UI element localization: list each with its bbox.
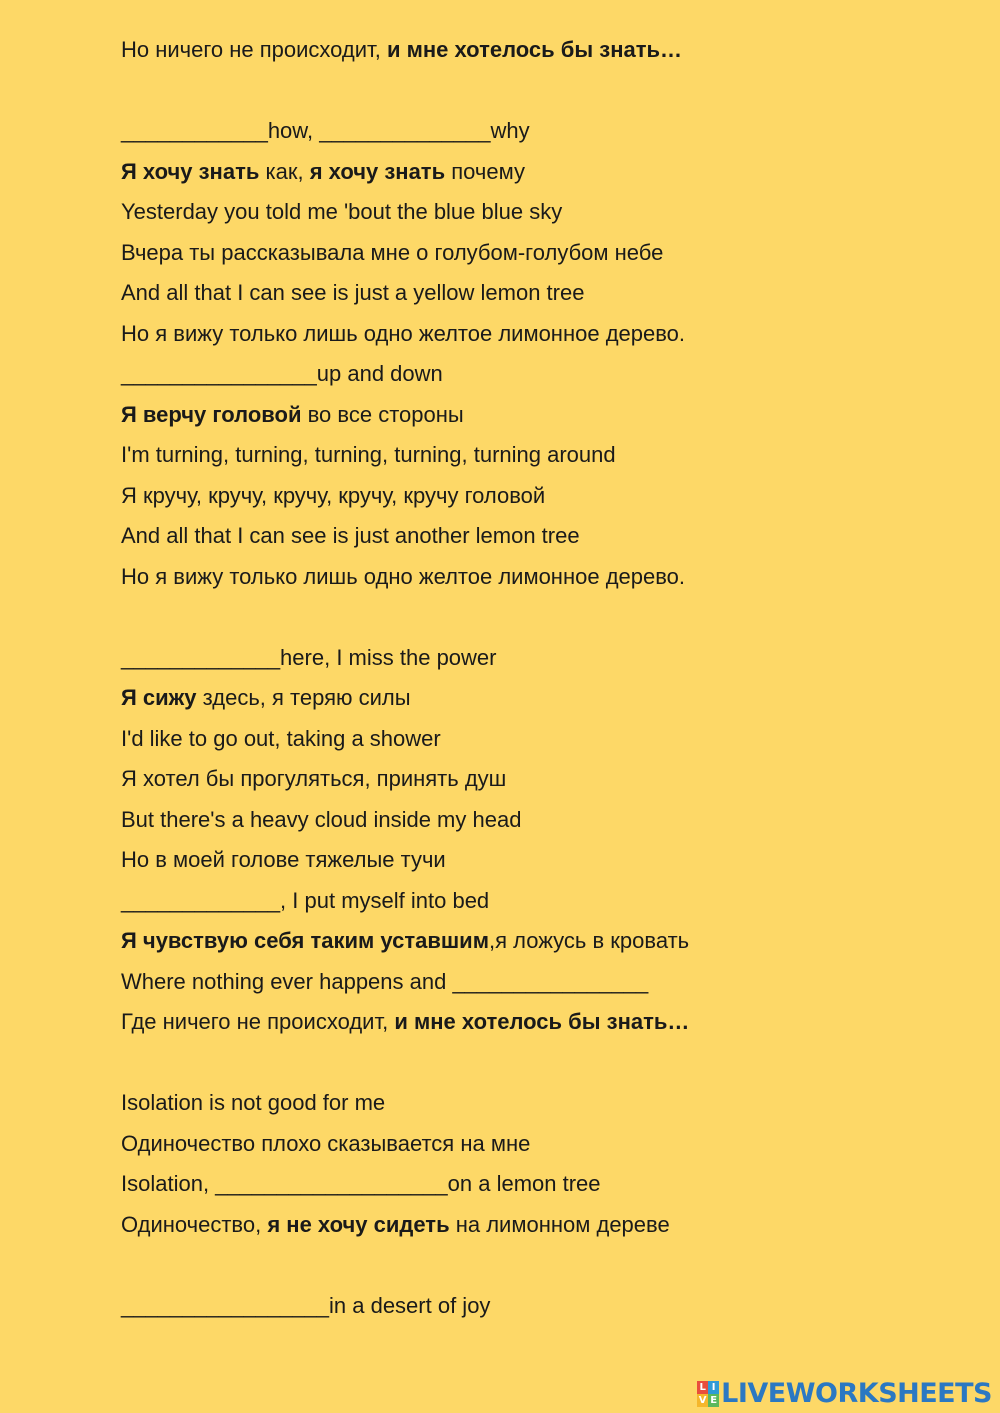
text-segment: Но ничего не происходит, bbox=[121, 37, 387, 62]
lyric-line bbox=[121, 1286, 941, 1327]
lyric-line bbox=[121, 678, 941, 719]
text-segment: почему bbox=[445, 158, 525, 184]
text-segment: But there's a heavy cloud inside my head bbox=[121, 806, 522, 832]
lyric-line bbox=[121, 557, 941, 598]
lyric-line bbox=[121, 1205, 941, 1246]
bold-segment: я не хочу сидеть bbox=[267, 1211, 450, 1237]
blank-line bbox=[121, 597, 941, 638]
text-segment: _________________in a desert of joy bbox=[121, 1292, 491, 1318]
lyric-line bbox=[121, 759, 941, 800]
text-segment: And all that I can see is just another lemon tree bbox=[121, 523, 580, 548]
lyric-line bbox=[121, 354, 941, 395]
text-segment: I'd like to go out, taking a shower bbox=[121, 725, 441, 751]
text-segment: Вчера ты рассказывала мне о голубом-голубом небе bbox=[121, 239, 664, 265]
text-segment: Но я вижу только лишь одно желтое лимонное дерево. bbox=[121, 563, 686, 589]
blank-line bbox=[121, 71, 941, 112]
text-segment: Isolation, ___________________on a lemon tree bbox=[121, 1171, 601, 1196]
text-segment: Одиночество плохо сказывается на мне bbox=[121, 1130, 531, 1156]
text-segment: Where nothing ever happens and ________________ bbox=[121, 968, 649, 994]
bold-segment: Я чувствую себя таким уставшим bbox=[121, 928, 489, 953]
lyric-line bbox=[121, 719, 941, 760]
text-segment: _____________here, I miss the power bbox=[121, 644, 497, 670]
lyric-line bbox=[121, 476, 941, 517]
lyrics-worksheet bbox=[121, 30, 941, 1326]
lyric-line bbox=[121, 111, 941, 152]
lyric-line bbox=[121, 638, 941, 679]
text-segment: Я хотел бы прогуляться, принять душ bbox=[121, 766, 507, 791]
lyric-line bbox=[121, 273, 941, 314]
bold-segment: я хочу знать bbox=[309, 158, 446, 184]
logo-letter: V bbox=[698, 1394, 707, 1406]
text-segment: как, bbox=[259, 158, 310, 184]
lyric-line bbox=[121, 840, 941, 881]
text-segment: Isolation is not good for me bbox=[121, 1090, 386, 1115]
liveworksheets-logo bbox=[697, 1378, 992, 1409]
text-segment: I'm turning, turning, turning, turning, turning around bbox=[121, 442, 616, 467]
lyric-line bbox=[121, 233, 941, 274]
text-segment: ,я ложусь в кровать bbox=[488, 928, 690, 953]
bold-segment: и мне хотелось бы знать… bbox=[386, 37, 683, 62]
logo-letter: L bbox=[697, 1381, 708, 1394]
bold-segment: Я хочу знать bbox=[121, 158, 260, 184]
logo-text: LIVEWORKSHEETS bbox=[721, 1378, 992, 1409]
text-segment: _____________, I put myself into bed bbox=[121, 887, 490, 913]
text-segment: во все стороны bbox=[301, 401, 464, 427]
lyric-line bbox=[121, 395, 941, 436]
text-segment: Yesterday you told me 'bout the blue blue sky bbox=[121, 199, 563, 224]
text-segment: Но я вижу только лишь одно желтое лимонное дерево. bbox=[121, 320, 686, 346]
lyric-line bbox=[121, 516, 941, 557]
logo-letter: E bbox=[708, 1394, 719, 1407]
lyric-line bbox=[121, 192, 941, 233]
lyric-line bbox=[121, 152, 941, 193]
lyric-line bbox=[121, 1002, 941, 1043]
lyric-line bbox=[121, 435, 941, 476]
text-segment: ________________up and down bbox=[121, 361, 443, 386]
lyric-line bbox=[121, 800, 941, 841]
text-segment: And all that I can see is just a yellow lemon tree bbox=[121, 280, 585, 305]
lyric-line bbox=[121, 881, 941, 922]
text-segment: на лимонном дереве bbox=[449, 1211, 670, 1237]
logo-letter: I bbox=[708, 1381, 719, 1394]
lyric-line bbox=[121, 962, 941, 1003]
bold-segment: и мне хотелось бы знать… bbox=[394, 1009, 690, 1034]
text-segment: Одиночество, bbox=[121, 1211, 268, 1237]
logo-mark-icon bbox=[697, 1381, 719, 1407]
bold-segment: Я верчу головой bbox=[121, 401, 302, 427]
lyric-line bbox=[121, 921, 941, 962]
lyric-line bbox=[121, 314, 941, 355]
text-segment: Где ничего не происходит, bbox=[121, 1009, 395, 1034]
lyric-line bbox=[121, 30, 941, 71]
bold-segment: Я сижу bbox=[121, 685, 197, 710]
text-segment: ____________how, ______________why bbox=[121, 118, 530, 143]
lyric-line bbox=[121, 1164, 941, 1205]
lyric-line bbox=[121, 1124, 941, 1165]
text-segment: здесь, я теряю силы bbox=[196, 685, 411, 710]
text-segment: Но в моей голове тяжелые тучи bbox=[121, 847, 446, 872]
lyric-line bbox=[121, 1083, 941, 1124]
blank-line bbox=[121, 1245, 941, 1286]
blank-line bbox=[121, 1043, 941, 1084]
text-segment: Я кручу, кручу, кручу, кручу, кручу головой bbox=[121, 482, 546, 508]
